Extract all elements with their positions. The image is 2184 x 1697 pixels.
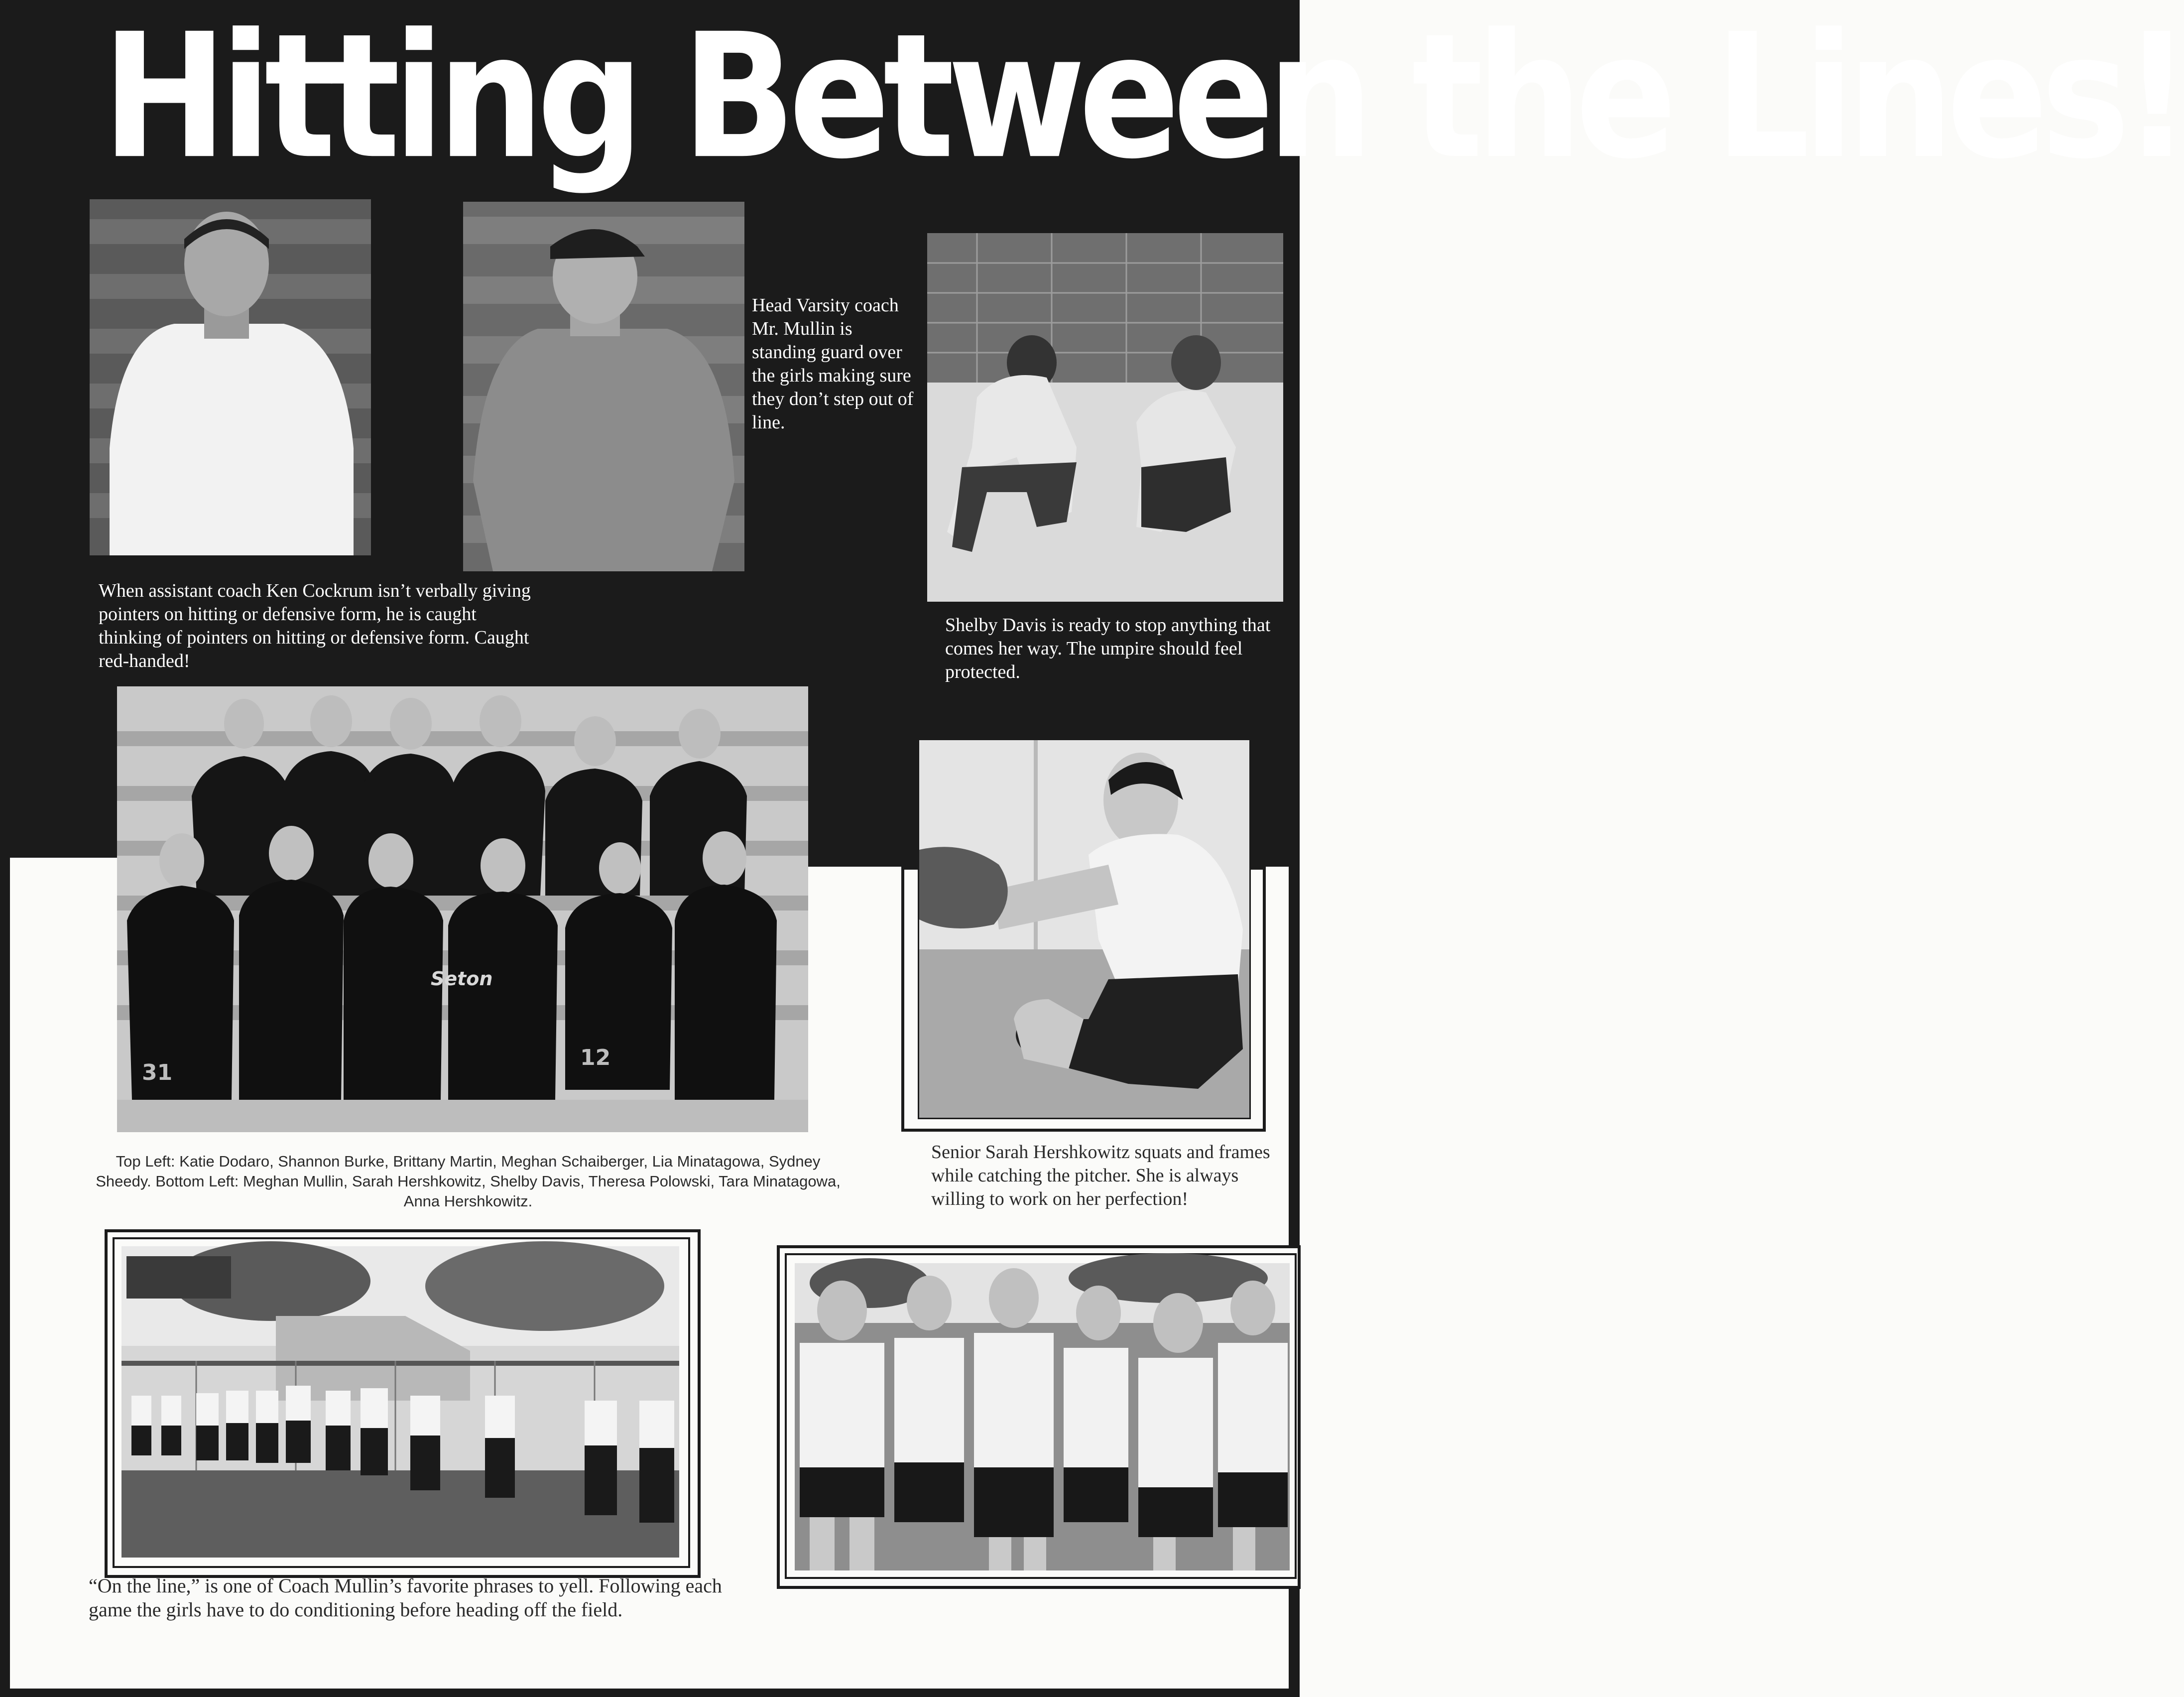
caption-shelby-davis: Shelby Davis is ready to stop anything that comes her way. The umpire should feel protected. (945, 615, 1271, 682)
photo-assistant-coach (90, 199, 371, 555)
photo-team (117, 686, 808, 1132)
caption-sarah: Senior Sarah Hershkowitz squats and frames while catching the pitcher. She is always willing to work on her perfection! (931, 1142, 1270, 1209)
page-edge-bottom (0, 1689, 1300, 1697)
page-edge-left (0, 0, 10, 1697)
caption-head-coach: Head Varsity coach Mr. Mullin is standing guard over the girls making sure they don’t step out of line. (752, 295, 914, 433)
team-jersey-text: Seton (431, 968, 493, 990)
caption-on-the-line: “On the line,” is one of Coach Mullin’s favorite phrases to yell. Following each game the girls have to do conditioning before heading off the field. (89, 1574, 722, 1621)
jersey-number-right: 12 (580, 1045, 611, 1070)
photo-catcher-umpire (927, 233, 1283, 602)
photo-sarah-hershkowitz (918, 739, 1251, 1119)
photo-head-coach (463, 202, 744, 571)
photo-team-clapping (795, 1263, 1290, 1570)
photo-on-the-line (121, 1246, 679, 1558)
caption-team: Top Left: Katie Dodaro, Shannon Burke, Brittany Martin, Meghan Schaiberger, Lia Minatagowa, Sydney Sheedy. Bottom Left: Meghan Mullin, Sarah Hershkowitz, Shelby Davis, Theresa Polowski, Tara Minatagowa, Anna Hershkowitz. (96, 1153, 841, 1210)
jersey-number-left: 31 (142, 1060, 173, 1085)
caption-assistant-coach: When assistant coach Ken Cockrum isn’t verbally giving pointers on hitting or defensive form, he is caught thinking of pointers on hitting or defensive form. Caught red-handed! (99, 580, 531, 671)
page-title: Hitting Between the Lines! (102, 0, 2184, 197)
